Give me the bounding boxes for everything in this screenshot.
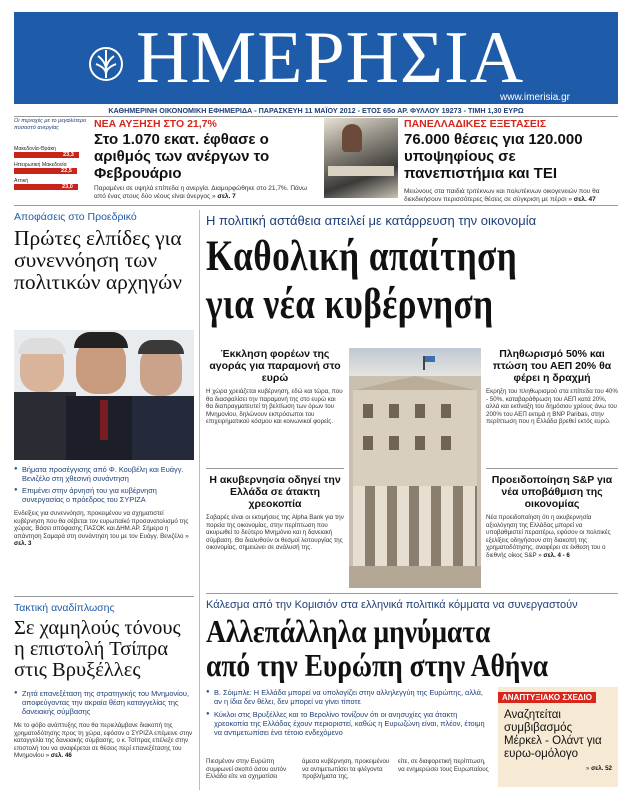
main-headline-line2[interactable]: για νέα κυβέρνηση: [206, 281, 494, 328]
page-ref[interactable]: σελ. 46: [50, 752, 72, 760]
story-drachma[interactable]: [486, 348, 618, 426]
section-divider: [206, 468, 344, 469]
bullet-item: ● Κύκλοι στις Βρυξέλλες και το Βερολίνο τονίζουν ότι οι ανησυχίες για άτακτη χρεοκοπία της Ελλάδας έχουν περιοριστεί, καθώς η Ευρωζώνη είναι, πλέον, έτοιμη να αντιμετωπίσει ένα τέτοιο ενδεχόμενο: [206, 710, 492, 737]
pediment-icon: [355, 376, 475, 390]
story-headline[interactable]: Προειδοποίηση S&P για νέα υποβάθμιση της οικονομίας: [491, 474, 613, 510]
chart-category-label: Ηπειρωτική Μακεδονία: [14, 162, 67, 168]
window-icon: [441, 436, 451, 450]
unemployment-headline[interactable]: Στο 1.070 εκατ. έφθασε ο αριθμός των ανέργων το Φεβρουάριο: [94, 131, 270, 182]
chart-value-label: 22,5: [61, 168, 72, 174]
tsipras-section-title: Τακτική αναδίπλωσης: [14, 602, 115, 614]
bottom-body-col1: Πιεσμένον στην Ευρώπη συμφωνεί σκοπό άσου αυτόν Ελλάδα είτε να σχηματίσει: [206, 758, 287, 781]
story-headline[interactable]: Έκκληση φορέων της αγοράς για παραμονή στο ευρώ: [209, 348, 341, 384]
section-divider: [14, 596, 194, 597]
bottom-body-col3: είτε, σε διαφορετική περίπτωση, να ενημερώσει τους Ευρωπαίους: [398, 758, 489, 773]
window-icon: [441, 404, 451, 418]
story-body: Εκρηξη του πληθωρισμού στα επίπεδα του 40% - 50%, καταβαράθρωση του ΑΕΠ κατά 20%, αλλά και εκτίναξη του δημόσιου χρέους άνω του 200% του ΑΕΠ εκτιμά η BNP Paribas, στην περίπτωση που η Ελλάδα βρεθεί εκτός ευρώ.: [486, 388, 618, 426]
exams-summary-block: Μειώνους στα παιδιά τριτέκνων και πολυτέκνων οικογενειών που θα διεκδικήσουν περισσότερες θέσεις σε σύγκριση με πέρσι » σελ. 47: [404, 188, 600, 203]
newspaper-title: ΗΜΕΡΗΣΙΑ: [136, 17, 525, 99]
politics-section-title: Αποφάσεις στο Προεδρικό: [14, 211, 137, 223]
bullet-item: ● Επιμένει στην άρνησή του για κυβέρνηση συνεργασίας ο πρόεδρος του ΣΥΡΙΖΑ: [14, 486, 194, 504]
parliament-photo: [349, 348, 481, 588]
story-default[interactable]: [206, 474, 344, 552]
window-icon: [389, 436, 399, 450]
leaders-photo: [14, 330, 194, 460]
politics-body: Ενδείξεις για συνεννόηση, προκειμένου να σχηματιστεί κυβέρνηση που θα σέβεται τον ευρωπαϊκό προσανατολισμό της χώρας. Βάσει απόφασης ΠΑΣΟΚ και ΔΗΜ.ΑΡ. Σήμερα η απάντηση Σαμαρά στη συνάντηση του με τον Ευάγγ. Βενιζέλο: [14, 510, 189, 540]
chart-title: Οι περιοχές με το μεγαλύτερο ποσοστό ανεργίας: [14, 118, 87, 131]
column-divider: [199, 210, 200, 790]
sky-icon: [349, 348, 481, 376]
story-body: Νέα προειδοποίηση ότι η ακυβερνησία αξιολόγηση της Ελλάδας μπορεί να υποβαθμιστεί περαιτέρω, εφόσον οι πολιτικές εξελίξεις οδηγήσουν στη διακοπή της χρηματοδότησης, αναφέρει σε έκθεση του ο διεθνής οίκος S&P: [486, 514, 611, 559]
bullet-item: ● Βήματα προσέγγισης από Φ. Κουβέλη και Ευάγγ. Βενιζέλο στη χθεσινή συνάντηση: [14, 465, 194, 483]
eurobond-kicker: ΑΝΑΠΤΥΞΙΑΚΟ ΣΧΕΔΙΟ: [498, 692, 596, 703]
politics-headline[interactable]: Πρώτες ελπίδες για συνεννόηση των πολιτικών αρχηγών: [14, 226, 183, 294]
chart-row: [14, 146, 88, 158]
tsipras-headline[interactable]: Σε χαμηλούς τόνους η επιστολή Τσίπρα στις Βρυξέλλες: [14, 617, 181, 681]
leader-hair-1-icon: [18, 338, 66, 354]
flag-icon: [425, 356, 435, 362]
section-divider: [14, 205, 618, 206]
student-figure-icon: [342, 124, 362, 152]
exams-kicker: ΠΑΝΕΛΛΑΔΙΚΕΣ ΕΞΕΤΑΣΕΙΣ: [404, 118, 547, 130]
bottom-kicker: Κάλεσμα από την Κομισιόν στα ελληνικά πολιτικά κόμματα να συνεργαστούν: [206, 599, 578, 611]
unemployment-story[interactable]: ΝΕΑ ΑΥΞΗΣΗ ΣΤΟ 21,7% Στο 1.070 εκατ. έφθασε ο αριθμός των ανέργων το Φεβρουάριο Παραμένει σε υψηλά επίπεδα η ανεργία. Διαμορφώθηκε στο 21,7%. Πάνω από ένας στους δύο νέους είναι άνεργος » σελ. 7: [94, 118, 316, 204]
page-ref[interactable]: σελ. 4 - 6: [543, 551, 570, 559]
leader-suit-3-icon: [132, 396, 194, 460]
politics-story[interactable]: [14, 211, 194, 293]
exams-headline[interactable]: 76.000 θέσεις για 120.000 υποψηφίους σε πανεπιστήμια και ΤΕΙ: [404, 131, 583, 182]
story-headline[interactable]: Η ακυβερνησία οδηγεί την Ελλάδα σε άτακτη χρεοκοπία: [209, 474, 341, 510]
desk-icon: [328, 166, 394, 176]
bottom-body-col2: άμεσα κυβέρνηση, προκειμένου να αντιμετωπίσει τα φλέγοντα προβλήματα της,: [302, 758, 390, 781]
bottom-headline-line2[interactable]: από την Ευρώπη στην Αθήνα: [206, 647, 549, 683]
page-ref[interactable]: σελ. 47: [573, 196, 596, 203]
wheat-logo-icon: [84, 44, 128, 82]
page-ref[interactable]: σελ. 7: [217, 193, 236, 200]
window-icon: [363, 436, 373, 450]
story-body: Η χώρα χρειάζεται κυβέρνηση, εδώ και τώρα, που θα διασφαλίσει την παραμονή της στο ευρώ και θα διαπραγματευτεί τη βελτίωση των όρων του Μνημονίου, δηλώνουν εκπρόσωποι του επιχειρηματικού κόσμου και κοινωνικοί φορείς.: [206, 388, 343, 426]
bottom-headline-line1[interactable]: Αλλεπάλληλα μηνύματα: [206, 613, 491, 649]
steps-icon: [349, 566, 481, 588]
chart-value-label: 23,3: [63, 152, 74, 158]
chart-row: [14, 162, 88, 174]
politics-bullets: ● Βήματα προσέγγισης από Φ. Κουβέλη και Ευάγγ. Βενιζέλο στη χθεσινή συνάντηση ● Επιμένει στην άρνησή του για κυβέρνηση συνεργασίας ο πρόεδρος του ΣΥΡΙΖΑ Ενδείξεις για συνεννόηση, προκειμένου να σχηματιστεί κυβέρνηση που θα σέβεται τον ευρωπαϊκό προσανατολισμό της χώρας. Βάσει απόφασης ΠΑΣΟΚ και ΔΗΜ.ΑΡ. Σήμερα η απάντηση Σαμαρά στη συνάντηση του με τον Ευάγγ. Βενιζέλο » σελ. 3: [14, 465, 194, 548]
main-kicker: Η πολιτική αστάθεια απειλεί με κατάρρευση την οικονομία: [206, 213, 537, 228]
story-headline[interactable]: Πληθωρισμό 50% και πτώση του ΑΕΠ 20% θα φέρει η δραχμή: [492, 348, 612, 384]
tsipras-body: Με το φόβο ανάπτυξης που θα περιελάμβανε διακοπή της χρηματοδότησης προς τη χώρα, εφόσον ο ΣΥΡΙΖΑ επέμεινε στην καταγγελία της δανειακής σύμβασης, ο κ. Τσίπρας επέλεξε στην επιστολή του να αναφέρεται σε θέσεις περί επανεξέτασης του Μνημονίου: [14, 722, 193, 760]
chart-row: [14, 178, 88, 190]
main-headline-line1[interactable]: Καθολική απαίτηση: [206, 233, 518, 280]
page-ref[interactable]: σελ. 52: [591, 765, 612, 772]
chart-value-label: 23,0: [62, 184, 73, 190]
bullet-item: ● Β. Σόιμπλε: Η Ελλάδα μπορεί να υπολογίζει στην αλληλεγγύη της Ευρώπης, αλλά, αν η ίδια δεν θέλει, δεν μπορεί να γίνει τίποτε: [206, 688, 492, 706]
leader-hair-3-icon: [138, 340, 184, 354]
bottom-bullets: [206, 688, 492, 737]
exams-summary: Μειώνους στα παιδιά τριτέκνων και πολυτέκνων οικογενειών που θα διεκδικήσουν περισσότερες θέσεις σε σύγκριση με πέρσι: [404, 188, 600, 203]
unemployment-chart: [14, 118, 88, 204]
section-divider: [206, 593, 618, 594]
website-url[interactable]: www.imerisia.gr: [500, 92, 571, 103]
window-icon: [363, 404, 373, 418]
edition-line: ΚΑΘΗΜΕΡΙΝΗ ΟΙΚΟΝΟΜΙΚΗ ΕΦΗΜΕΡΙΔΑ - ΠΑΡΑΣΚΕΥΗ 11 ΜΑΪΟΥ 2012 - ΕΤΟΣ 65ο ΑΡ. ΦΥΛΛΟΥ 19273 - ΤΙΜΗ 1,30 ΕΥΡΩ: [14, 104, 618, 117]
chart-category-label: Μακεδονία-Θράκη: [14, 146, 56, 152]
chart-category-label: Αττική: [14, 178, 29, 184]
masthead: [14, 12, 618, 104]
window-icon: [389, 404, 399, 418]
story-sp[interactable]: Προειδοποίηση S&P για νέα υποβάθμιση της οικονομίας Νέα προειδοποίηση ότι η ακυβερνησία αξιολόγηση της Ελλάδας μπορεί να υποβαθμιστεί περαιτέρω, εφόσον οι πολιτικές εξελίξεις οδηγήσουν στη διακοπή της χρηματοδότησης, αναφέρει σε έκθεση του ο διεθνής οίκος S&P » σελ. 4 - 6: [486, 474, 618, 560]
eurobond-box[interactable]: ΑΝΑΠΤΥΞΙΑΚΟ ΣΧΕΔΙΟ Αναζητείται συμβιβασμός Μέρκελ - Ολάντ για ευρω-ομόλογο » σελ. 52: [498, 687, 618, 787]
bullet-item: ● Ζητά επανεξέταση της στρατηγικής του Μνημονίου, αποφεύγοντας την ακραία θέση καταγγελίας της δανειακής σύμβασης: [14, 689, 194, 716]
unemployment-kicker: ΝΕΑ ΑΥΞΗΣΗ ΣΤΟ 21,7%: [94, 118, 217, 130]
unemployment-summary: Παραμένει σε υψηλά επίπεδα η ανεργία. Διαμορφώθηκε στο 21,7%. Πάνω από ένας στους δύο νέους είναι άνεργος: [94, 185, 308, 200]
story-body: Σοβαρές είναι οι εκτιμήσεις της Alpha Bank για την πορεία της οικονομίας, στην περίπτωση που ακυρωθεί το δεύτερο Μνημόνιο και η δανειακή σύμβαση. Θα διαλυθούν οι θεσμοί λειτουργίας της οικονομίας, σημειώνει σε ανάλυσή της.: [206, 514, 344, 552]
window-icon: [415, 436, 425, 450]
story-markets[interactable]: [206, 348, 344, 426]
tie-icon: [100, 400, 108, 440]
section-divider: [486, 468, 618, 469]
eurobond-headline[interactable]: Αναζητείται συμβιβασμός Μέρκελ - Ολάντ για ευρω-ομόλογο: [504, 709, 602, 760]
tsipras-story[interactable]: Τακτική αναδίπλωσης Σε χαμηλούς τόνους η επιστολή Τσίπρα στις Βρυξέλλες ● Ζητά επανεξέταση της στρατηγικής του Μνημονίου, αποφεύγοντας την ακραία θέση καταγγελίας της δανειακής σύμβασης Με το φόβο ανάπτυξης που θα περιελάμβανε διακοπή της χρηματοδότησης προς τη χώρα, εφόσον ο ΣΥΡΙΖΑ επέμεινε στην καταγγελία της δανειακής σύμβασης, ο κ. Τσίπρας επέλεξε στην επιστολή του να αναφέρεται σε θέσεις περί επανεξέτασης του Μνημονίου » σελ. 46: [14, 602, 194, 760]
leader-hair-2-icon: [74, 332, 128, 348]
page-ref[interactable]: σελ. 3: [14, 540, 32, 548]
students-photo: [324, 118, 398, 198]
colonnade-icon: [353, 486, 477, 566]
window-icon: [415, 404, 425, 418]
